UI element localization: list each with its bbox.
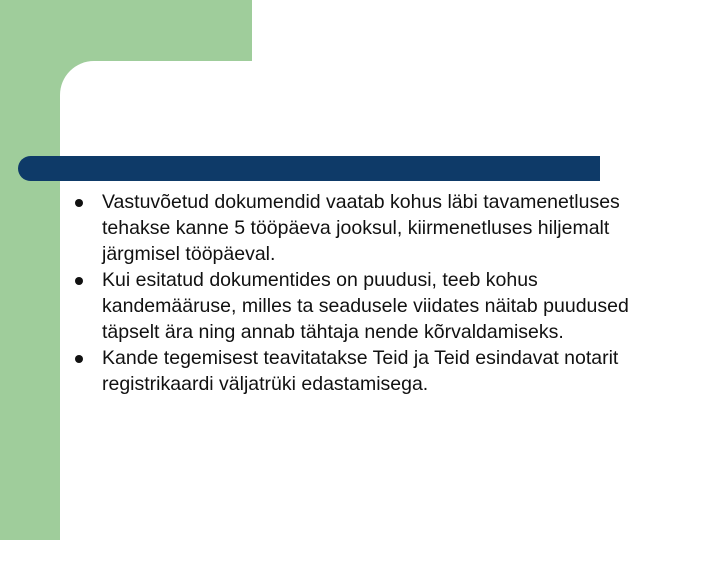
bullet-list <box>74 189 674 397</box>
bullet-item <box>74 189 674 267</box>
bullet-text: Kande tegemisest teavitatakse Teid ja Teid esindavat notarit registrikaardi väljatrüki edastamisega. <box>102 347 619 395</box>
title-bar <box>18 156 600 181</box>
bullet-dot-icon <box>75 355 83 363</box>
bullet-dot-icon <box>75 199 83 207</box>
bullet-text: Vastuvõetud dokumendid vaatab kohus läbi tavamenetluses tehakse kanne 5 tööpäeva jooksul, kiirmenetluses hiljemalt järgmisel tööpäeval. <box>102 191 620 265</box>
bullet-text: Kui esitatud dokumentides on puudusi, teeb kohus kandemääruse, milles ta seadusele viidates näitab puudused täpselt ära ning annab tähtaja nende kõrvaldamiseks. <box>102 269 629 343</box>
bullet-dot-icon <box>75 277 83 285</box>
bullet-item <box>74 267 674 345</box>
bullet-item <box>74 345 674 397</box>
